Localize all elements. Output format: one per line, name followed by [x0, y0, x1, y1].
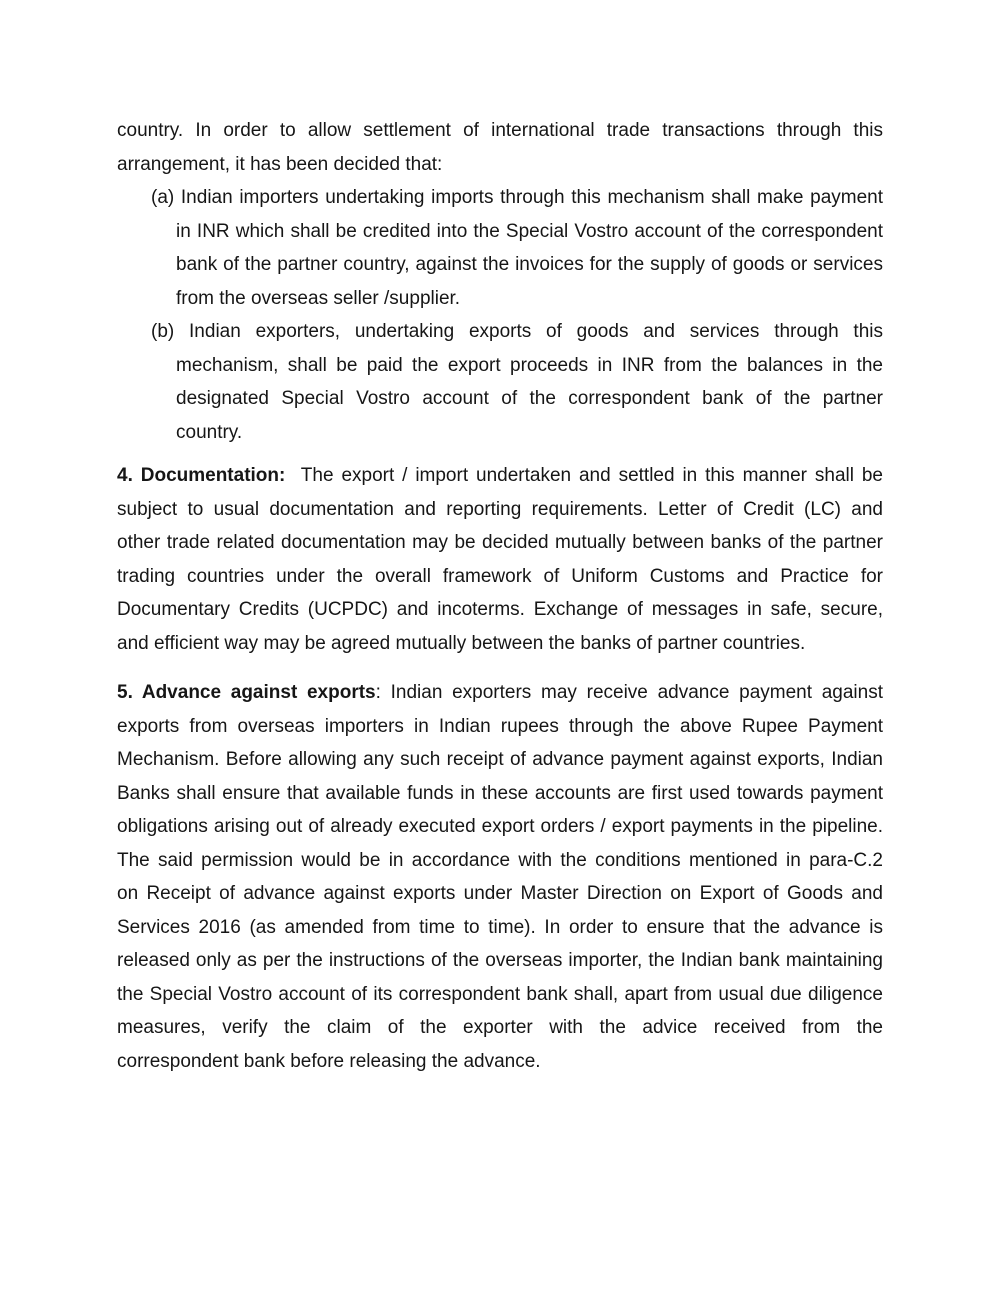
text-line: correspondent bank before releasing the advance. [117, 1050, 541, 1072]
list-item-text: Indian exporters, undertaking exports of goods and services through this [189, 321, 883, 342]
text-line: from the overseas seller /supplier. [176, 287, 461, 309]
list-item-b [117, 315, 883, 449]
text-line: bank of the partner country, against the invoices for the supply of goods or services [176, 254, 883, 275]
section-first-line [117, 676, 883, 710]
list-marker-b: (b) [151, 321, 175, 342]
text-line: country. [176, 421, 243, 443]
list-marker-a: (a) [151, 187, 175, 208]
text-line: exports from overseas importers in Indian rupees through the above Rupee Payment [117, 715, 883, 737]
text-line: arrangement, it has been decided that: [117, 153, 443, 175]
section-5-advance-against-exports [117, 676, 883, 1078]
text-line: measures, verify the claim of the exporter with the advice received from the [117, 1017, 883, 1038]
list-item-a [117, 181, 883, 315]
section-lead-text: : Indian exporters may receive advance payment against [375, 682, 883, 703]
text-line: in INR which shall be credited into the Special Vostro account of the correspondent [176, 220, 883, 242]
text-line: The said permission would be in accordance with the conditions mentioned in para-C.2 [117, 849, 883, 871]
section-4-documentation [117, 459, 883, 660]
text-line: on Receipt of advance against exports under Master Direction on Export of Goods and [117, 883, 883, 904]
text-line: Mechanism. Before allowing any such receipt of advance payment against exports, Indian [117, 749, 883, 770]
section-4-heading: 4. Documentation: [117, 465, 286, 486]
paragraph-intro [117, 114, 883, 181]
list-item-text: Indian importers undertaking imports through this mechanism shall make payment [180, 187, 883, 208]
section-first-line [117, 459, 883, 493]
list-item-first-line [117, 181, 883, 215]
text-line: designated Special Vostro account of the correspondent bank of the partner [176, 388, 883, 409]
section-5-heading: 5. Advance against exports [117, 682, 376, 703]
text-line: trading countries under the overall framework of Uniform Customs and Practice for [117, 565, 883, 587]
section-lead-text: The export / import undertaken and settled in this manner shall be [285, 465, 884, 486]
text-line: obligations arising out of already executed export orders / export payments in the pipeline. [117, 816, 883, 837]
text-line: mechanism, shall be paid the export proceeds in INR from the balances in the [176, 354, 883, 376]
text-line: other trade related documentation may be decided mutually between banks of the partner [117, 532, 883, 553]
text-line: Documentary Credits (UCPDC) and incoterms. Exchange of messages in safe, secure, [117, 599, 883, 620]
text-line: subject to usual documentation and reporting requirements. Letter of Credit (LC) and [117, 498, 883, 520]
text-line: Banks shall ensure that available funds in these accounts are first used towards payment [117, 782, 883, 804]
text-line: released only as per the instructions of the overseas importer, the Indian bank maintaining [117, 950, 883, 971]
text-line: and efficient way may be agreed mutually between the banks of partner countries. [117, 632, 806, 654]
text-line: the Special Vostro account of its correspondent bank shall, apart from usual due diligence [117, 983, 883, 1005]
text-line: country. In order to allow settlement of international trade transactions through this [117, 120, 883, 141]
list-item-first-line [117, 315, 883, 349]
text-line: Services 2016 (as amended from time to time). In order to ensure that the advance is [117, 916, 883, 938]
